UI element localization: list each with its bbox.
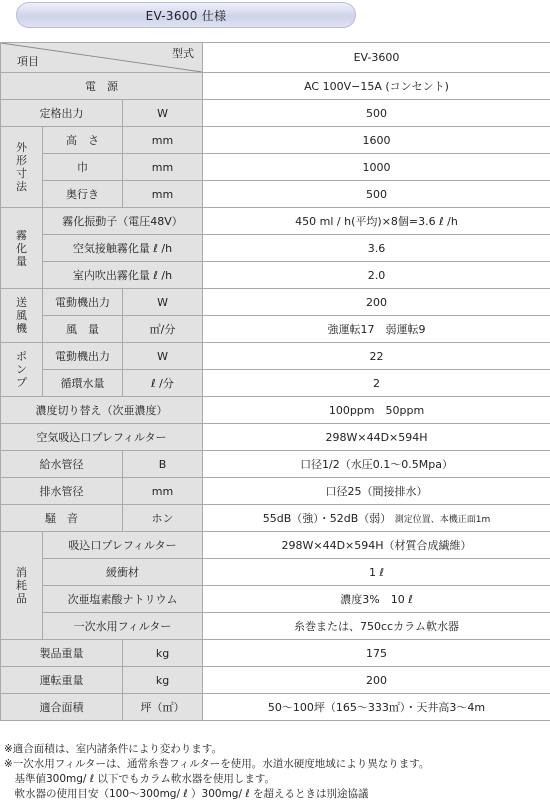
- row-value: 500: [203, 181, 550, 208]
- table-row: [1, 154, 550, 181]
- table-row: [1, 370, 550, 397]
- spec-table: [0, 42, 550, 721]
- group-label: 消耗品: [1, 532, 43, 640]
- table-row: [1, 100, 550, 127]
- footnote-line: ※適合面積は、室内諸条件により変わります。: [4, 743, 222, 755]
- row-label: 吸込口プレフィルター: [43, 532, 203, 559]
- group-label: ポンプ: [1, 343, 43, 397]
- table-row: [1, 694, 550, 721]
- row-value: 500: [203, 100, 550, 127]
- row-label: 霧化振動子（電圧48V）: [43, 208, 203, 235]
- row-unit: W: [123, 343, 203, 370]
- row-value: 2.0: [203, 262, 550, 289]
- row-label: 一次水用フィルター: [43, 613, 203, 640]
- table-row: [1, 478, 550, 505]
- header-corner-cell: [1, 43, 203, 73]
- row-label: 空気吸込口プレフィルター: [1, 424, 203, 451]
- table-row: [1, 559, 550, 586]
- row-unit: mm: [123, 154, 203, 181]
- type-label: 型式: [172, 47, 195, 60]
- row-label: 高 さ: [43, 127, 123, 154]
- row-value: 200: [203, 667, 550, 694]
- row-value: 口径25（間接排水）: [203, 478, 550, 505]
- row-label: 電 源: [1, 73, 203, 100]
- row-unit: W: [123, 289, 203, 316]
- table-row: [1, 424, 550, 451]
- row-unit: W: [123, 100, 203, 127]
- row-value: 1000: [203, 154, 550, 181]
- row-label: 電動機出力: [43, 343, 123, 370]
- group-label: 送風機: [1, 289, 43, 343]
- table-row: [1, 289, 550, 316]
- row-unit: 坪（㎡）: [123, 694, 203, 721]
- table-header-row: [1, 43, 550, 73]
- table-row: [1, 316, 550, 343]
- row-value: 2: [203, 370, 550, 397]
- row-label: 空気接触霧化量 ℓ /h: [43, 235, 203, 262]
- row-label: 奥行き: [43, 181, 123, 208]
- row-value: 濃度3% 10 ℓ: [203, 586, 550, 613]
- row-value: 450 ml / h(平均)×8個=3.6 ℓ /h: [203, 208, 550, 235]
- footnote-line: 基準値300mg/ ℓ 以下でもカラム軟水器を使用します。: [4, 773, 276, 785]
- table-row: [1, 451, 550, 478]
- table-row: [1, 640, 550, 667]
- row-value: 298W×44D×594H（材質合成繊維）: [203, 532, 550, 559]
- row-value: 200: [203, 289, 550, 316]
- row-label: 緩衝材: [43, 559, 203, 586]
- row-unit: B: [123, 451, 203, 478]
- model-value: EV-3600: [203, 43, 550, 73]
- row-value: 298W×44D×594H: [203, 424, 550, 451]
- table-row: [1, 127, 550, 154]
- group-label: 霧化量: [1, 208, 43, 289]
- row-label: 次亜塩素酸ナトリウム: [43, 586, 203, 613]
- row-unit: mm: [123, 181, 203, 208]
- row-label: 風 量: [43, 316, 123, 343]
- row-value: 口径1/2（水圧0.1〜0.5Mpa）: [203, 451, 550, 478]
- row-unit: mm: [123, 127, 203, 154]
- footnote-line: 軟水器の使用目安（100〜300mg/ ℓ ）300mg/ ℓ を超えるときは別途協議: [4, 788, 369, 800]
- table-row: [1, 235, 550, 262]
- table-row: [1, 397, 550, 424]
- row-value: AC 100V−15A (コンセント): [203, 73, 550, 100]
- row-value: [203, 505, 550, 532]
- table-row: [1, 208, 550, 235]
- row-label: 適合面積: [1, 694, 123, 721]
- table-row: [1, 343, 550, 370]
- row-unit: mm: [123, 478, 203, 505]
- row-label: 循環水量: [43, 370, 123, 397]
- row-unit: kg: [123, 640, 203, 667]
- row-value: 175: [203, 640, 550, 667]
- row-unit: ホン: [123, 505, 203, 532]
- row-label: 巾: [43, 154, 123, 181]
- row-value: 1600: [203, 127, 550, 154]
- row-label: 給水管径: [1, 451, 123, 478]
- row-unit: ㎥/分: [123, 316, 203, 343]
- row-unit: ℓ /分: [123, 370, 203, 397]
- noise-value: 55dB（強）・52dB（弱）: [262, 512, 392, 525]
- noise-note: 測定位置、本機正面1m: [394, 515, 491, 525]
- table-row: [1, 532, 550, 559]
- table-row: [1, 181, 550, 208]
- footnote-line: ※一次水用フィルターは、通常糸巻フィルターを使用。水道水硬度地域により異なります。: [4, 758, 430, 770]
- row-value: 22: [203, 343, 550, 370]
- row-label: 電動機出力: [43, 289, 123, 316]
- row-value: 50〜100坪（165〜333㎡）・天井高3〜4m: [203, 694, 550, 721]
- table-row: [1, 73, 550, 100]
- row-value: 糸巻または、750ccカラム軟水器: [203, 613, 550, 640]
- row-label: 騒 音: [1, 505, 123, 532]
- row-label: 定格出力: [1, 100, 123, 127]
- row-label: 製品重量: [1, 640, 123, 667]
- spec-title: EV-3600 仕様: [16, 2, 356, 28]
- footnotes: [4, 742, 548, 802]
- item-label: 項目: [17, 55, 39, 68]
- group-label: 外形寸法: [1, 127, 43, 208]
- row-value: 100ppm 50ppm: [203, 397, 550, 424]
- row-value: 1 ℓ: [203, 559, 550, 586]
- table-row: [1, 586, 550, 613]
- row-unit: kg: [123, 667, 203, 694]
- row-label: 室内吹出霧化量 ℓ /h: [43, 262, 203, 289]
- row-value: 強運転17 弱運転9: [203, 316, 550, 343]
- table-row: [1, 505, 550, 532]
- table-row: [1, 613, 550, 640]
- row-value: 3.6: [203, 235, 550, 262]
- row-label: 運転重量: [1, 667, 123, 694]
- table-row: [1, 262, 550, 289]
- row-label: 排水管径: [1, 478, 123, 505]
- table-row: [1, 667, 550, 694]
- row-label: 濃度切り替え（次亜濃度）: [1, 397, 203, 424]
